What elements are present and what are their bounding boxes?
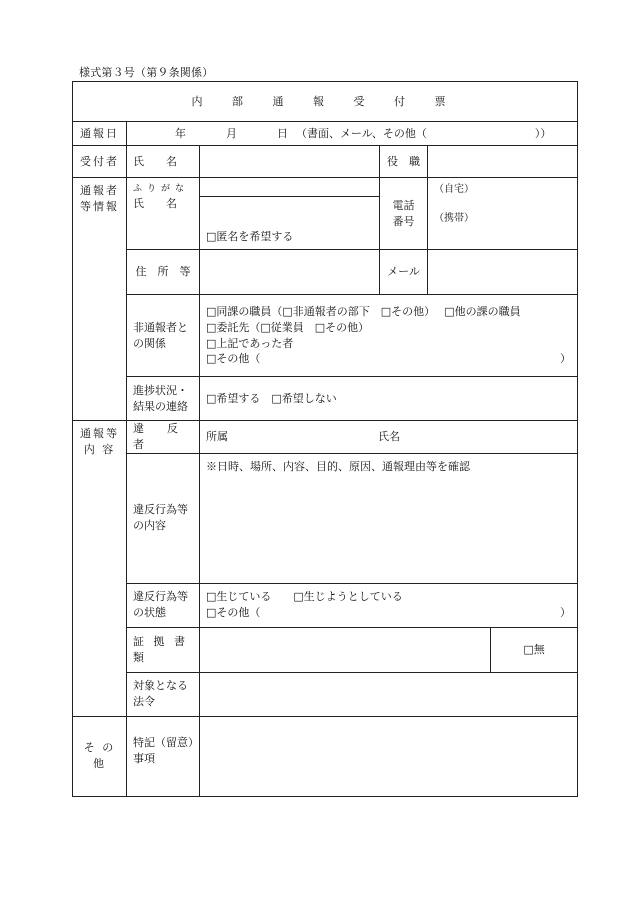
violator-name-label: 氏名 [378,429,400,443]
violation-content-note: ※日時、場所、内容、目的、原因、通報理由等を確認 [206,459,470,473]
phone-label: 電話 番号 [380,178,428,250]
phone-home-label: （自宅） [434,184,474,195]
email-field[interactable] [428,250,578,295]
other-label: そ の 他 [73,716,127,796]
relation-same-section-checkbox[interactable]: □同課の職員（□非通報者の部下 □その他） [206,304,430,318]
evidence-field[interactable] [200,627,491,672]
receiver-position-label: 役 職 [380,146,428,178]
relation-contractor-checkbox[interactable]: □委託先（□従業員 □その他） [206,320,370,334]
email-label: メール [380,250,428,295]
relation-other-section-checkbox[interactable]: □他の課の職員 [444,304,521,318]
report-content-label: 通報等 内 容 [73,421,127,717]
report-method-prefix: （書面、メール、その他（ [296,126,427,140]
receiver-name-label: 氏 名 [127,146,200,178]
address-field[interactable] [200,250,380,295]
form-number-caption: 様式第３号（第９条関係） [79,66,214,79]
status-other-close: ） [560,606,572,620]
violation-status-label: 違反行為等 の状態 [127,583,200,627]
receiver-name-field[interactable] [200,146,380,178]
phone-field[interactable] [428,178,578,250]
evidence-label: 証 拠 書 類 [127,627,200,672]
target-law-label: 対象となる 法令 [127,672,200,716]
status-other-checkbox[interactable]: □その他（ [206,606,261,620]
remarks-field[interactable] [200,716,578,796]
address-label: 住 所 等 [127,250,200,295]
progress-contact-options[interactable]: □希望する □希望しない [200,377,578,421]
report-form-table [72,81,578,797]
report-date-label: 通報日 [73,122,127,146]
day-label: 日 [277,126,288,140]
form-title: 内 部 通 報 受 付 票 [73,82,578,122]
relation-other-close: ） [560,352,572,366]
progress-contact-label: 進捗状況・ 結果の連絡 [127,377,200,421]
violator-label: 違 反 者 [127,421,200,454]
relation-former-checkbox[interactable]: □上記であった者 [206,336,294,350]
violation-status-options[interactable] [200,583,578,627]
status-occurring-checkbox[interactable]: □生じている □生じようとしている [206,590,403,604]
receiver-position-field[interactable] [428,146,578,178]
year-label: 年 [175,126,186,140]
furigana-input[interactable] [200,178,379,197]
affiliation-label: 所属 [206,429,228,443]
relation-options[interactable] [200,295,578,377]
anonymous-checkbox[interactable]: □匿名を希望する [206,230,294,244]
report-date-field[interactable] [127,122,578,146]
reporter-info-label: 通報者 等情報 [73,178,127,421]
receiver-label: 受付者 [73,146,127,178]
target-law-field[interactable] [200,672,578,716]
violation-content-field[interactable] [200,453,578,583]
evidence-none-checkbox[interactable]: □無 [491,627,578,672]
violation-content-label: 違反行為等 の内容 [127,453,200,583]
report-method-suffix: ）） [534,126,552,140]
relation-other-checkbox[interactable]: □その他（ [206,352,261,366]
phone-mobile-label: （携帯） [434,212,474,224]
violator-field[interactable] [200,421,578,454]
reporter-name-field[interactable] [200,178,380,250]
reporter-name-label: ふりがな 氏 名 [127,178,200,250]
month-label: 月 [226,126,237,140]
remarks-label: 特記（留意） 事項 [127,716,200,796]
relation-label: 非通報者と の関係 [127,295,200,377]
